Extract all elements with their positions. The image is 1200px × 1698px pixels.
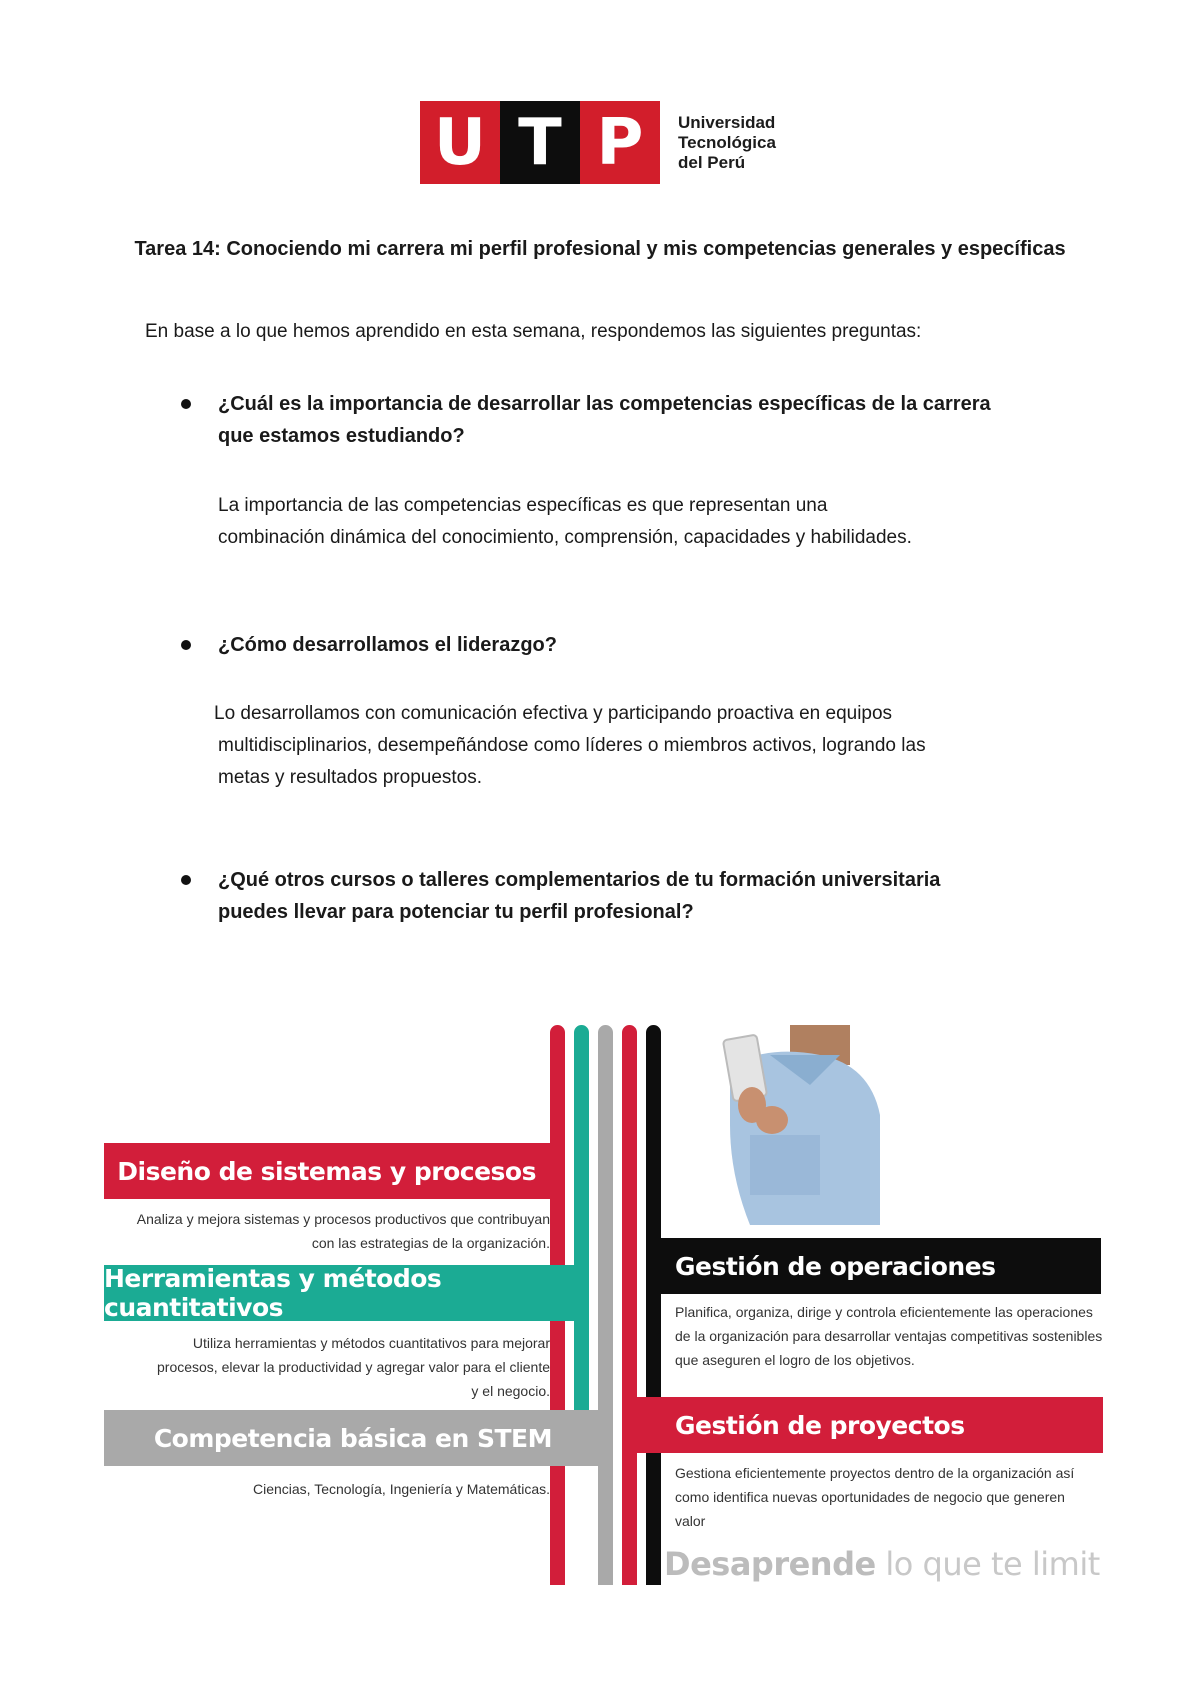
band-operations — [661, 1238, 1101, 1294]
desc-line: de la organización para desarrollar ventajas competitivas sostenibles — [675, 1328, 1103, 1344]
question-line: ¿Qué otros cursos o talleres complementarios de tu formación universitaria — [218, 869, 941, 891]
bullet-point — [181, 399, 191, 409]
logo-letter-t: T — [500, 101, 580, 184]
utp-logo — [420, 101, 660, 184]
competencies-infographic — [90, 1025, 1140, 1595]
question-1 — [218, 388, 991, 452]
logo-line: del Perú — [678, 153, 746, 172]
band-projects — [637, 1397, 1103, 1453]
band-title: Competencia básica en STEM — [153, 1423, 552, 1453]
band-title: Diseño de sistemas y procesos — [117, 1156, 536, 1186]
document-title: Tarea 14: Conociendo mi carrera mi perfil profesional y mis competencias generales y específicas — [134, 238, 1066, 260]
desc-line: valor — [675, 1513, 706, 1529]
stripe — [598, 1025, 613, 1585]
desc-line: procesos, elevar la productividad y agregar valor para el cliente — [157, 1359, 550, 1375]
desc-line: con las estrategias de la organización. — [311, 1235, 550, 1251]
desc-line: que aseguren el logro de los objetivos. — [675, 1352, 915, 1368]
question-line: puedes llevar para potenciar tu perfil profesional? — [218, 901, 694, 923]
band-title: Gestión de proyectos — [675, 1410, 965, 1440]
stripe — [646, 1025, 661, 1585]
desc-systems-design — [137, 1207, 550, 1255]
logo-university-name — [678, 113, 776, 173]
answer-2 — [214, 698, 926, 794]
desc-line: Utiliza herramientas y métodos cuantitativos para mejorar — [192, 1335, 550, 1351]
question-2 — [218, 629, 557, 661]
band-systems-design — [104, 1143, 550, 1199]
answer-line: multidisciplinarios, desempeñándose como líderes o miembros activos, logrando las — [218, 735, 926, 756]
bullet-point — [181, 875, 191, 885]
question-line: ¿Cómo desarrollamos el liderazgo? — [218, 634, 557, 656]
logo-line: Tecnológica — [678, 133, 776, 152]
desc-line: Ciencias, Tecnología, Ingeniería y Matemáticas. — [252, 1481, 550, 1497]
answer-line: combinación dinámica del conocimiento, comprensión, capacidades y habilidades. — [218, 527, 912, 548]
answer-line: metas y resultados propuestos. — [218, 767, 483, 788]
question-line: ¿Cuál es la importancia de desarrollar las competencias específicas de la carrera — [218, 393, 991, 415]
desc-projects — [675, 1461, 1074, 1533]
stripe — [622, 1025, 637, 1585]
answer-line: Lo desarrollamos con comunicación efectiva y participando proactiva en equipos — [214, 703, 893, 724]
band-quantitative-methods — [104, 1265, 588, 1321]
logo-letter-u: U — [420, 101, 500, 184]
logo-line: Universidad — [678, 113, 776, 132]
desc-stem — [253, 1477, 550, 1501]
logo-letter-p: P — [580, 101, 660, 184]
stripe — [574, 1025, 589, 1425]
band-stem — [104, 1410, 612, 1466]
band-title: Herramientas y métodos cuantitativos — [104, 1264, 442, 1322]
slogan-bold: Desaprende — [664, 1545, 876, 1583]
desc-line: Gestiona eficientemente proyectos dentro de la organización así — [675, 1465, 1075, 1481]
slogan-rest: lo que te limit — [875, 1545, 1100, 1583]
desc-line: Analiza y mejora sistemas y procesos productivos que contribuyan — [136, 1211, 550, 1227]
answer-line: La importancia de las competencias específicas es que representan una — [218, 495, 828, 516]
band-title: Gestión de operaciones — [675, 1251, 996, 1281]
desc-quantitative-methods — [157, 1331, 550, 1403]
intro-text: En base a lo que hemos aprendido en esta semana, respondemos las siguientes preguntas: — [145, 321, 922, 342]
person-with-tablet-illustration — [690, 1025, 880, 1225]
desc-operations — [675, 1300, 1102, 1372]
bullet-point — [181, 640, 191, 650]
question-line: que estamos estudiando? — [218, 425, 465, 447]
desc-line: y el negocio. — [471, 1383, 550, 1399]
desc-line: Planifica, organiza, dirige y controla eficientemente las operaciones — [675, 1304, 1093, 1320]
slogan — [664, 1545, 1100, 1583]
question-3 — [218, 864, 940, 928]
answer-1 — [218, 490, 912, 554]
desc-line: como identifica nuevas oportunidades de negocio que generen — [675, 1489, 1065, 1505]
